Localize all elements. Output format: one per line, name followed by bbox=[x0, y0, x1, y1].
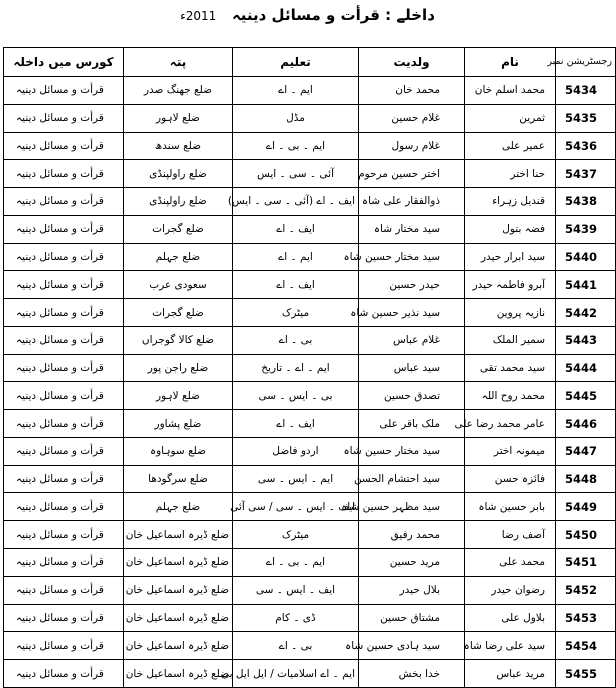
name-cell: محمد اسلم خان bbox=[465, 77, 556, 105]
title-year: 2011ء bbox=[180, 9, 217, 23]
col-header-name: نام bbox=[465, 48, 556, 77]
table-row bbox=[4, 299, 616, 327]
name-cell: ثمرین bbox=[465, 104, 556, 132]
table-row bbox=[4, 160, 616, 188]
parentage-cell: اختر حسین مرحوم bbox=[359, 160, 465, 188]
education-cell: میٹرک bbox=[233, 521, 359, 549]
education-cell: ایف ۔ ایس ۔ سی bbox=[233, 576, 359, 604]
table-row bbox=[4, 604, 616, 632]
course-cell: قرأت و مسائل دینیہ bbox=[4, 271, 124, 299]
table-row bbox=[4, 493, 616, 521]
course-cell: قرأت و مسائل دینیہ bbox=[4, 354, 124, 382]
parentage-cell: سید احتشام الحسن bbox=[359, 465, 465, 493]
col-header-education: تعلیم bbox=[233, 48, 359, 77]
course-cell: قرأت و مسائل دینیہ bbox=[4, 243, 124, 271]
education-cell: بی ۔ ایس ۔ سی bbox=[233, 382, 359, 410]
table-row bbox=[4, 576, 616, 604]
registration-no-cell: 5439 bbox=[556, 215, 616, 243]
title-text: داخلے : قرأت و مسائل دینیہ bbox=[231, 6, 435, 24]
parentage-cell: غلام عباس bbox=[359, 326, 465, 354]
parentage-cell: حیدر حسین bbox=[359, 271, 465, 299]
parentage-cell: مرید حسین bbox=[359, 549, 465, 577]
course-cell: قرأت و مسائل دینیہ bbox=[4, 660, 124, 688]
parentage-cell: سید نذیر حسین شاہ bbox=[359, 299, 465, 327]
table-row bbox=[4, 465, 616, 493]
name-cell: محمد روح اللہ bbox=[465, 382, 556, 410]
registration-no-cell: 5435 bbox=[556, 104, 616, 132]
name-cell: محمد علی bbox=[465, 549, 556, 577]
name-cell: عامر محمد رضا علی bbox=[465, 410, 556, 438]
parentage-cell: غلام رسول bbox=[359, 132, 465, 160]
address-cell: ضلع لاہور bbox=[124, 382, 233, 410]
address-cell: ضلع پشاور bbox=[124, 410, 233, 438]
name-cell: بلاول علی bbox=[465, 604, 556, 632]
parentage-cell: ذوالفقار علی شاہ bbox=[359, 188, 465, 216]
address-cell: ضلع ڈیرہ اسماعیل خان bbox=[124, 660, 233, 688]
registration-no-cell: 5450 bbox=[556, 521, 616, 549]
admissions-table bbox=[3, 47, 616, 688]
parentage-cell: غلام حسین bbox=[359, 104, 465, 132]
table-row bbox=[4, 410, 616, 438]
address-cell: ضلع جھنگ صدر bbox=[124, 77, 233, 105]
education-cell: میٹرک bbox=[233, 299, 359, 327]
address-cell: ضلع جہلم bbox=[124, 493, 233, 521]
course-cell: قرأت و مسائل دینیہ bbox=[4, 521, 124, 549]
address-cell: ضلع سرگودھا bbox=[124, 465, 233, 493]
registration-no-cell: 5455 bbox=[556, 660, 616, 688]
registration-no-cell: 5441 bbox=[556, 271, 616, 299]
education-cell: ایم ۔ اے اسلامیات / ایل ایل بی bbox=[233, 660, 359, 688]
table-row bbox=[4, 188, 616, 216]
course-cell: قرأت و مسائل دینیہ bbox=[4, 576, 124, 604]
course-cell: قرأت و مسائل دینیہ bbox=[4, 604, 124, 632]
parentage-cell: ملک باقر علی bbox=[359, 410, 465, 438]
registration-no-cell: 5436 bbox=[556, 132, 616, 160]
course-cell: قرأت و مسائل دینیہ bbox=[4, 104, 124, 132]
name-cell: سید ابرار حیدر bbox=[465, 243, 556, 271]
course-cell: قرأت و مسائل دینیہ bbox=[4, 493, 124, 521]
address-cell: ضلع ڈیرہ اسماعیل خان bbox=[124, 521, 233, 549]
name-cell: قندیل زہراء bbox=[465, 188, 556, 216]
registration-no-cell: 5453 bbox=[556, 604, 616, 632]
address-cell: ضلع ڈیرہ اسماعیل خان bbox=[124, 549, 233, 577]
name-cell: سمیر الملک bbox=[465, 326, 556, 354]
address-cell: ضلع ڈیرہ اسماعیل خان bbox=[124, 576, 233, 604]
registration-no-cell: 5437 bbox=[556, 160, 616, 188]
parentage-cell: سید ہادی حسین شاہ bbox=[359, 632, 465, 660]
registration-no-cell: 5443 bbox=[556, 326, 616, 354]
table-row bbox=[4, 77, 616, 105]
name-cell: فائزہ حسن bbox=[465, 465, 556, 493]
parentage-cell: مشتاق حسین bbox=[359, 604, 465, 632]
education-cell: بی ۔ اے bbox=[233, 326, 359, 354]
table-header-row bbox=[4, 48, 616, 77]
registration-no-cell: 5447 bbox=[556, 437, 616, 465]
course-cell: قرأت و مسائل دینیہ bbox=[4, 160, 124, 188]
education-cell: ایم ۔ ایس ۔ سی bbox=[233, 465, 359, 493]
table-row bbox=[4, 382, 616, 410]
address-cell: ضلع سندھ bbox=[124, 132, 233, 160]
course-cell: قرأت و مسائل دینیہ bbox=[4, 382, 124, 410]
course-cell: قرأت و مسائل دینیہ bbox=[4, 299, 124, 327]
name-cell: مرید عباس bbox=[465, 660, 556, 688]
col-header-address: پتہ bbox=[124, 48, 233, 77]
education-cell: مڈل bbox=[233, 104, 359, 132]
education-cell: ایم ۔ اے ۔ تاریخ bbox=[233, 354, 359, 382]
education-cell: ڈی ۔ کام bbox=[233, 604, 359, 632]
name-cell: آصف رضا bbox=[465, 521, 556, 549]
table-row bbox=[4, 632, 616, 660]
table-row bbox=[4, 243, 616, 271]
address-cell: سعودی عرب bbox=[124, 271, 233, 299]
name-cell: نازیہ پروین bbox=[465, 299, 556, 327]
name-cell: رضوان حیدر bbox=[465, 576, 556, 604]
course-cell: قرأت و مسائل دینیہ bbox=[4, 410, 124, 438]
parentage-cell: بلال حیدر bbox=[359, 576, 465, 604]
parentage-cell: سید مختار حسین شاہ bbox=[359, 437, 465, 465]
name-cell: بابر حسین شاہ bbox=[465, 493, 556, 521]
table-row bbox=[4, 132, 616, 160]
registration-no-cell: 5442 bbox=[556, 299, 616, 327]
course-cell: قرأت و مسائل دینیہ bbox=[4, 77, 124, 105]
name-cell: حنا اختر bbox=[465, 160, 556, 188]
page-title bbox=[0, 4, 615, 27]
table-row bbox=[4, 326, 616, 354]
course-cell: قرأت و مسائل دینیہ bbox=[4, 188, 124, 216]
address-cell: ضلع لاہور bbox=[124, 104, 233, 132]
parentage-cell: خدا بخش bbox=[359, 660, 465, 688]
education-cell: بی ۔ اے bbox=[233, 632, 359, 660]
address-cell: ضلع راجن پور bbox=[124, 354, 233, 382]
parentage-cell: محمد خان bbox=[359, 77, 465, 105]
table-row bbox=[4, 104, 616, 132]
table-row bbox=[4, 271, 616, 299]
name-cell: سید محمد تقی bbox=[465, 354, 556, 382]
registration-no-cell: 5445 bbox=[556, 382, 616, 410]
education-cell: ایم ۔ بی ۔ اے bbox=[233, 549, 359, 577]
course-cell: قرأت و مسائل دینیہ bbox=[4, 132, 124, 160]
name-cell: فضہ بتول bbox=[465, 215, 556, 243]
name-cell: آبرو فاطمہ حیدر bbox=[465, 271, 556, 299]
course-cell: قرأت و مسائل دینیہ bbox=[4, 632, 124, 660]
name-cell: عمیر علی bbox=[465, 132, 556, 160]
address-cell: ضلع راولپنڈی bbox=[124, 188, 233, 216]
address-cell: ضلع کالا گوجراں bbox=[124, 326, 233, 354]
registration-no-cell: 5440 bbox=[556, 243, 616, 271]
course-cell: قرأت و مسائل دینیہ bbox=[4, 549, 124, 577]
registration-no-cell: 5454 bbox=[556, 632, 616, 660]
parentage-cell: تصدق حسین bbox=[359, 382, 465, 410]
parentage-cell: سید مختار شاہ bbox=[359, 215, 465, 243]
registration-no-cell: 5451 bbox=[556, 549, 616, 577]
table-row bbox=[4, 660, 616, 688]
education-cell: ایم ۔ اے bbox=[233, 77, 359, 105]
registration-no-cell: 5452 bbox=[556, 576, 616, 604]
name-cell: میمونہ اختر bbox=[465, 437, 556, 465]
course-cell: قرأت و مسائل دینیہ bbox=[4, 465, 124, 493]
education-cell: آئی ۔ سی ۔ ایس bbox=[233, 160, 359, 188]
table-row bbox=[4, 215, 616, 243]
education-cell: ایف ۔ اے bbox=[233, 410, 359, 438]
registration-no-cell: 5434 bbox=[556, 77, 616, 105]
table-row bbox=[4, 354, 616, 382]
registration-no-cell: 5446 bbox=[556, 410, 616, 438]
education-cell: ایف ۔ اے bbox=[233, 215, 359, 243]
name-cell: سید علی رضا شاہ bbox=[465, 632, 556, 660]
education-cell: اردو فاضل bbox=[233, 437, 359, 465]
parentage-cell: سید مختار حسین شاہ bbox=[359, 243, 465, 271]
address-cell: ضلع ڈیرہ اسماعیل خان bbox=[124, 604, 233, 632]
education-cell: ایف ۔ اے (آئی ۔ سی ۔ ایس) bbox=[233, 188, 359, 216]
table-row bbox=[4, 521, 616, 549]
col-header-registration-no: رجسٹریشن نمبر bbox=[556, 48, 616, 77]
registration-no-cell: 5448 bbox=[556, 465, 616, 493]
parentage-cell: سید عباس bbox=[359, 354, 465, 382]
registration-no-cell: 5449 bbox=[556, 493, 616, 521]
address-cell: ضلع گجرات bbox=[124, 299, 233, 327]
course-cell: قرأت و مسائل دینیہ bbox=[4, 437, 124, 465]
address-cell: ضلع ڈیرہ اسماعیل خان bbox=[124, 632, 233, 660]
address-cell: ضلع راولپنڈی bbox=[124, 160, 233, 188]
course-cell: قرأت و مسائل دینیہ bbox=[4, 326, 124, 354]
education-cell: ایم ۔ اے bbox=[233, 243, 359, 271]
col-header-course: کورس میں داخلہ bbox=[4, 48, 124, 77]
parentage-cell: محمد رفیق bbox=[359, 521, 465, 549]
education-cell: ایم ۔ بی ۔ اے bbox=[233, 132, 359, 160]
education-cell: ایف ۔ اے bbox=[233, 271, 359, 299]
address-cell: ضلع جہلم bbox=[124, 243, 233, 271]
table-row bbox=[4, 549, 616, 577]
registration-no-cell: 5444 bbox=[556, 354, 616, 382]
education-cell: ایف ۔ ایس ۔ سی / سی آئی bbox=[233, 493, 359, 521]
registration-no-cell: 5438 bbox=[556, 188, 616, 216]
address-cell: ضلع سوہاوہ bbox=[124, 437, 233, 465]
address-cell: ضلع گجرات bbox=[124, 215, 233, 243]
table-row bbox=[4, 437, 616, 465]
col-header-parentage: ولدیت bbox=[359, 48, 465, 77]
parentage-cell: سید مظہر حسین شاہ bbox=[359, 493, 465, 521]
course-cell: قرأت و مسائل دینیہ bbox=[4, 215, 124, 243]
